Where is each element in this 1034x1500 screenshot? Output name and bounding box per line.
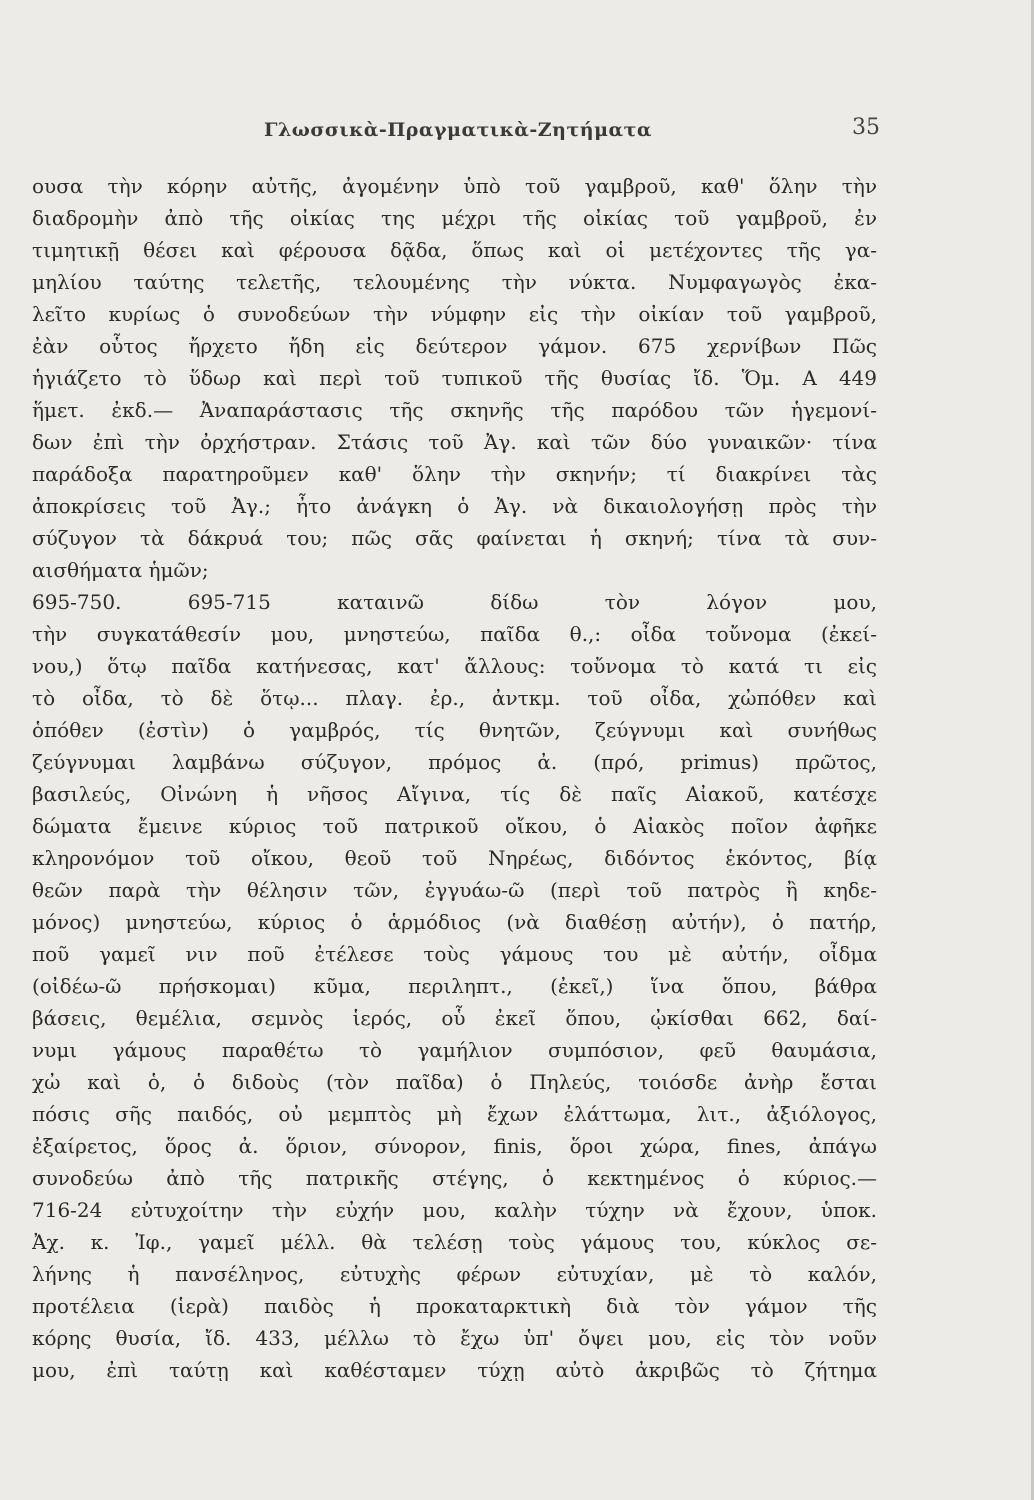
text-line: μόνος) μνηστεύω, κύριος ὁ ἁρμόδιος (νὰ διαθέσῃ αὐτήν), ὁ πατήρ, <box>32 910 877 934</box>
text-line: ἐξαίρετος, ὅρος ἀ. ὅριον, σύνορον, finis, ὅροι χώρα, fines, ἀπάγω <box>32 1134 877 1158</box>
text-line: κόρης θυσία, ἴδ. 433, μέλλω τὸ ἔχω ὑπ' ὄψει μου, εἰς τὸν νοῦν <box>32 1326 877 1350</box>
text-line: λήνης ἡ πανσέληνος, εὐτυχὴς φέρων εὐτυχίαν, μὲ τὸ καλόν, <box>32 1262 877 1286</box>
text-line: λεῖτο κυρίως ὁ συνοδεύων τὴν νύμφην εἰς τὴν οἰκίαν τοῦ γαμβροῦ, <box>32 302 877 326</box>
text-line: (οἰδέω-ῶ πρήσκομαι) κῦμα, περιληπτ., (ἐκεῖ,) ἵνα ὅπου, βάθρα <box>32 974 877 998</box>
text-line: παράδοξα παρατηροῦμεν καθ' ὅλην τὴν σκηνήν; τί διακρίνει τὰς <box>32 462 877 486</box>
text-line: αισθήματα ἡμῶν; <box>32 558 209 582</box>
text-line: Ἀχ. κ. Ἰφ., γαμεῖ μέλλ. θὰ τελέσῃ τοὺς γάμους του, κύκλος σε- <box>32 1230 877 1254</box>
text-line: θεῶν παρὰ τὴν θέλησιν τῶν, ἐγγυάω-ῶ (περὶ τοῦ πατρὸς ἢ κηδε- <box>32 878 877 902</box>
text-line: ποῦ γαμεῖ νιν ποῦ ἐτέλεσε τοὺς γάμους του μὲ αὐτήν, οἶδμα <box>32 942 877 966</box>
text-line: νυμι γάμους παραθέτω τὸ γαμήλιον συμπόσιον, φεῦ θαυμάσια, <box>32 1038 877 1062</box>
text-line: προτέλεια (ἱερὰ) παιδὸς ἡ προκαταρκτικὴ διὰ τὸν γάμον τῆς <box>32 1294 877 1318</box>
text-line: διαδρομὴν ἀπὸ τῆς οἰκίας της μέχρι τῆς οἰκίας τοῦ γαμβροῦ, ἐν <box>32 206 877 230</box>
text-line: μου, ἐπὶ ταύτῃ καὶ καθέσταμεν τύχῃ αὐτὸ ἀκριβῶς τὸ ζήτημα <box>32 1358 877 1382</box>
text-line: ἀποκρίσεις τοῦ Ἀγ.; ἦτο ἀνάγκη ὁ Ἀγ. νὰ δικαιολογήσῃ πρὸς τὴν <box>32 494 877 518</box>
text-line: ουσα τὴν κόρην αὐτῆς, ἀγομένην ὑπὸ τοῦ γαμβροῦ, καθ' ὅλην τὴν <box>32 174 877 198</box>
page-header <box>32 113 884 147</box>
text-line: βάσεις, θεμέλια, σεμνὸς ἱερός, οὗ ἐκεῖ ὅπου, ᾠκίσθαι 662, δαί- <box>32 1006 877 1030</box>
running-title: Γλωσσικὰ-Πραγματικὰ-Ζητήματα <box>263 119 653 141</box>
text-line: μηλίου ταύτης τελετῆς, τελουμένης τὴν νύκτα. Νυμφαγωγὸς ἐκα- <box>32 270 877 294</box>
text-line: ἥμετ. ἐκδ.— Ἀναπαράστασις τῆς σκηνῆς τῆς παρόδου τῶν ἡγεμονί- <box>32 398 877 422</box>
text-line: ζεύγνυμαι λαμβάνω σύζυγον, πρόμος ἀ. (πρό, primus) πρῶτος, <box>32 750 877 774</box>
page-number: 35 <box>852 115 880 140</box>
text-line: τὴν συγκατάθεσίν μου, μνηστεύω, παῖδα θ.,: οἶδα τοὔνομα (ἐκεί- <box>32 622 877 646</box>
text-line: ἡγιάζετο τὸ ὕδωρ καὶ περὶ τοῦ τυπικοῦ τῆς θυσίας ἴδ. Ὅμ. Α 449 <box>32 366 877 390</box>
text-line: συνοδεύω ἀπὸ τῆς πατρικῆς στέγης, ὁ κεκτημένος ὁ κύριος.— <box>32 1166 877 1190</box>
text-line: δων ἐπὶ τὴν ὀρχήστραν. Στάσις τοῦ Ἀγ. καὶ τῶν δύο γυναικῶν· τίνα <box>32 430 877 454</box>
text-line: βασιλεύς, Οἰνώνη ἡ νῆσος Αἴγινα, τίς δὲ παῖς Αἰακοῦ, κατέσχε <box>32 782 877 806</box>
text-line: δώματα ἔμεινε κύριος τοῦ πατρικοῦ οἴκου, ὁ Αἰακὸς ποῖον ἀφῆκε <box>32 814 877 838</box>
text-line: 716-24 εὐτυχοίτην τὴν εὐχήν μου, καλὴν τύχην νὰ ἔχουν, ὑποκ. <box>32 1198 877 1222</box>
text-line: πόσις σῆς παιδός, οὐ μεμπτὸς μὴ ἔχων ἐλάττωμα, λιτ., ἀξιόλογος, <box>32 1102 877 1126</box>
text-line: τιμητικῇ θέσει καὶ φέρουσα δᾷδα, ὅπως καὶ οἱ μετέχοντες τῆς γα- <box>32 238 877 262</box>
text-line: τὸ οἶδα, τὸ δὲ ὅτῳ... πλαγ. ἐρ., ἀντκμ. τοῦ οἶδα, χὠπόθεν καὶ <box>32 686 877 710</box>
text-line: κληρονόμον τοῦ οἴκου, θεοῦ τοῦ Νηρέως, διδόντος ἑκόντος, βίᾳ <box>32 846 877 870</box>
text-line: νου,) ὅτῳ παῖδα κατήνεσας, κατ' ἄλλους: τοὔνομα τὸ κατά τι εἰς <box>32 654 877 678</box>
text-line: 695-750. 695-715 καταινῶ δίδω τὸν λόγον μου, <box>32 590 877 614</box>
text-line: χὠ καὶ ὁ, ὁ διδοὺς (τὸν παῖδα) ὁ Πηλεύς, τοιόσδε ἀνὴρ ἔσται <box>32 1070 877 1094</box>
text-line: ἐὰν οὗτος ἤρχετο ἤδη εἰς δεύτερον γάμον. 675 χερνίβων Πῶς <box>32 334 877 358</box>
body-text <box>32 170 877 1386</box>
text-line: ὁπόθεν (ἐστὶν) ὁ γαμβρός, τίς θνητῶν, ζεύγνυμι καὶ συνήθως <box>32 718 877 742</box>
text-line: σύζυγον τὰ δάκρυά του; πῶς σᾶς φαίνεται ἡ σκηνή; τίνα τὰ συν- <box>32 526 877 550</box>
